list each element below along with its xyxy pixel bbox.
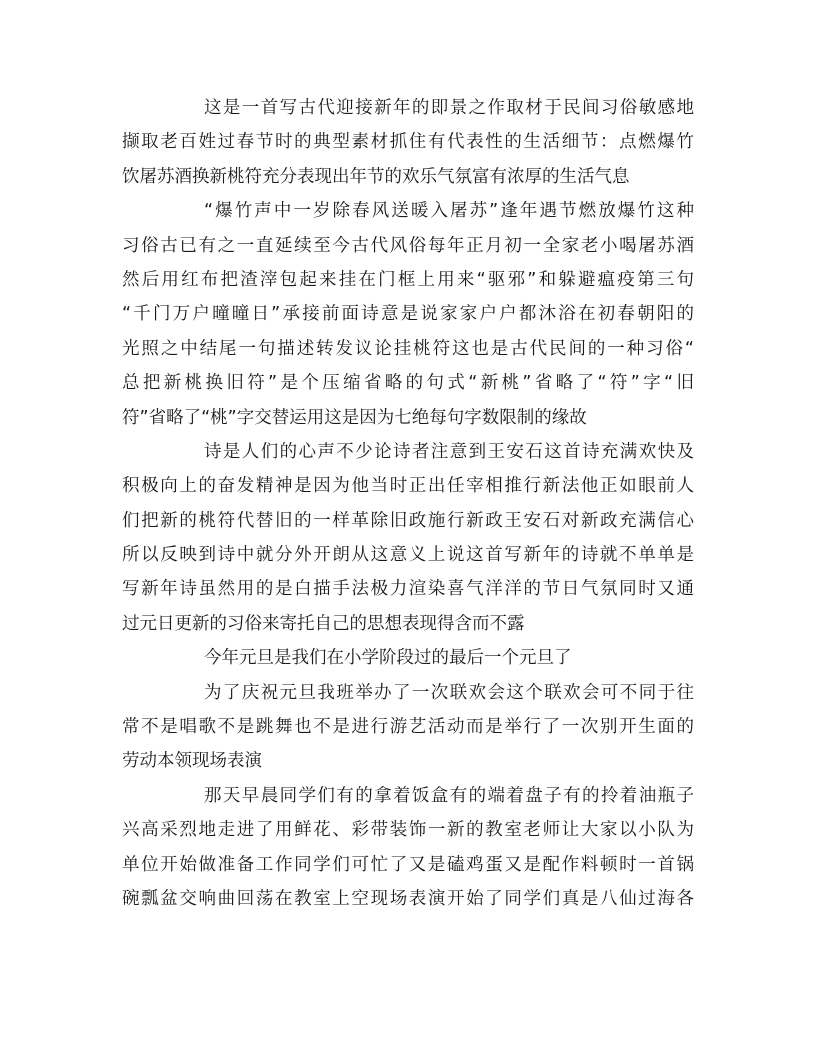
paragraph-line: 积极向上的奋发精神是因为他当时正出任宰相推行新法他正如眼前人 bbox=[122, 476, 694, 497]
paragraph-line: 单位开始做准备工作同学们可忙了又是磕鸡蛋又是配作料顿时一首锅 bbox=[122, 854, 694, 875]
paragraph-line: 总把新桃换旧符”是个压缩省略的句式“新桃”省略了“符”字“旧 bbox=[122, 373, 694, 394]
paragraph-line: 为了庆祝元旦我班举办了一次联欢会这个联欢会可不同于往 bbox=[204, 682, 694, 703]
paragraph-line: “爆竹声中一岁除春风送暖入屠苏”逢年遇节燃放爆竹这种 bbox=[204, 201, 694, 222]
paragraph-line: 光照之中结尾一句描述转发议论挂桃符这也是古代民间的一种习俗“ bbox=[122, 338, 694, 359]
paragraph-line: 符”省略了“桃”字交替运用这是因为七绝每句字数限制的缘故 bbox=[122, 407, 587, 428]
paragraph-line: 碗瓢盆交响曲回荡在教室上空现场表演开始了同学们真是八仙过海各 bbox=[122, 888, 694, 909]
paragraph-line: “千门万户曈曈日”承接前面诗意是说家家户户都沐浴在初春朝阳的 bbox=[122, 304, 694, 325]
paragraph-line: 们把新的桃符代替旧的一样革除旧政施行新政王安石对新政充满信心 bbox=[122, 510, 694, 531]
paragraph-line: 那天早晨同学们有的拿着饭盒有的端着盘子有的拎着油瓶子 bbox=[204, 785, 694, 806]
paragraph-line: 习俗古已有之一直延续至今古代风俗每年正月初一全家老小喝屠苏酒 bbox=[122, 235, 694, 256]
paragraph-line: 饮屠苏酒换新桃符充分表现出年节的欢乐气氛富有浓厚的生活气息 bbox=[122, 166, 630, 187]
paragraph-line: 劳动本领现场表演 bbox=[122, 751, 262, 772]
paragraph-line: 然后用红布把渣滓包起来挂在门框上用来“驱邪”和躲避瘟疫第三句 bbox=[122, 269, 694, 290]
paragraph-line: 今年元旦是我们在小学阶段过的最后一个元旦了 bbox=[204, 648, 572, 669]
paragraph-line: 诗是人们的心声不少论诗者注意到王安石这首诗充满欢快及 bbox=[204, 441, 694, 462]
paragraph-line: 常不是唱歌不是跳舞也不是进行游艺活动而是举行了一次别开生面的 bbox=[122, 717, 694, 738]
paragraph-line: 撷取老百姓过春节时的典型素材抓住有代表性的生活细节：点燃爆竹 bbox=[122, 132, 694, 153]
paragraph-line: 所以反映到诗中就分外开朗从这意义上说这首写新年的诗就不单单是 bbox=[122, 545, 694, 566]
paragraph-line: 这是一首写古代迎接新年的即景之作取材于民间习俗敏感地 bbox=[204, 98, 694, 118]
paragraph-line: 兴高采烈地走进了用鲜花、彩带装饰一新的教室老师让大家以小队为 bbox=[122, 820, 694, 841]
paragraph-line: 过元日更新的习俗来寄托自己的思想表现得含而不露 bbox=[122, 613, 525, 634]
document-body bbox=[122, 91, 694, 916]
paragraph-line: 写新年诗虽然用的是白描手法极力渲染喜气洋洋的节日气氛同时又通 bbox=[122, 579, 694, 600]
